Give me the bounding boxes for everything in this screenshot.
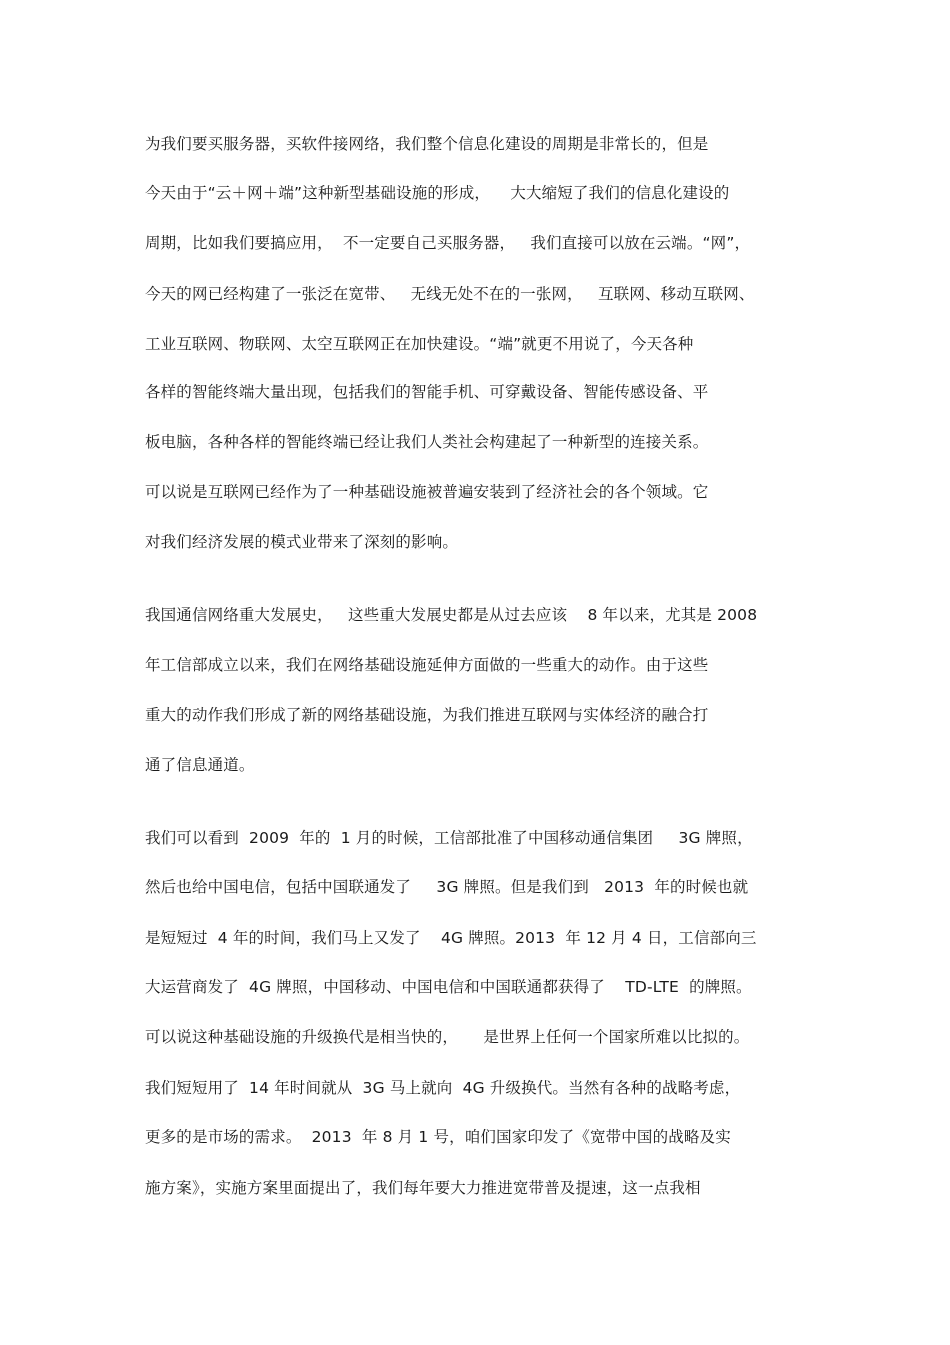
- text-line: 通了信息通道。: [145, 756, 255, 774]
- text-line: 各样的智能终端大量出现，包括我们的智能手机、可穿戴设备、智能传感设备、平: [145, 383, 709, 401]
- text-line: 今天由于“云＋网＋端”这种新型基础设施的形成， 大大缩短了我们的信息化建设的: [145, 184, 730, 202]
- text-line: 大运营商发了 4G 牌照，中国移动、中国电信和中国联通都获得了 TD-LTE 的牌照。: [145, 978, 752, 996]
- text-line: 我们短短用了 14 年时间就从 3G 马上就向 4G 升级换代。当然有各种的战略考虑，: [145, 1079, 741, 1097]
- text-line: 周期，比如我们要搞应用， 不一定要自己买服务器， 我们直接可以放在云端。“网”，: [145, 234, 751, 252]
- text-line: 是短短过 4 年的时间，我们马上又发了 4G 牌照。2013 年 12 月 4 日，工信部向三: [145, 929, 757, 947]
- text-line: 为我们要买服务器，买软件接网络，我们整个信息化建设的周期是非常长的，但是: [145, 135, 709, 153]
- text-line: 板电脑，各种各样的智能终端已经让我们人类社会构建起了一种新型的连接关系。: [145, 433, 709, 451]
- text-line: 可以说是互联网已经作为了一种基础设施被普遍安装到了经济社会的各个领域。它: [145, 483, 709, 501]
- text-line: 施方案》，实施方案里面提出了，我们每年要大力推进宽带普及提速，这一点我相: [145, 1179, 701, 1197]
- text-line: 年工信部成立以来，我们在网络基础设施延伸方面做的一些重大的动作。由于这些: [145, 656, 709, 674]
- text-line: 工业互联网、物联网、太空互联网正在加快建设。“端”就更不用说了，今天各种: [145, 335, 694, 353]
- text-line: 然后也给中国电信，包括中国联通发了 3G 牌照。但是我们到 2013 年的时候也就: [145, 878, 749, 896]
- text-line: 可以说这种基础设施的升级换代是相当快的， 是世界上任何一个国家所难以比拟的。: [145, 1028, 750, 1046]
- text-line: 今天的网已经构建了一张泛在宽带、 无线无处不在的一张网， 互联网、移动互联网、: [145, 285, 755, 303]
- text-line: 对我们经济发展的模式业带来了深刻的影响。: [145, 533, 459, 551]
- text-line: 重大的动作我们形成了新的网络基础设施，为我们推进互联网与实体经济的融合打: [145, 706, 709, 724]
- text-line: 我们可以看到 2009 年的 1 月的时候，工信部批准了中国移动通信集团 3G 牌照，: [145, 829, 753, 847]
- text-line: 更多的是市场的需求。 2013 年 8 月 1 号，咱们国家印发了《宽带中国的战略及实: [145, 1128, 731, 1146]
- text-line: 我国通信网络重大发展史， 这些重大发展史都是从过去应该 8 年以来，尤其是 2008: [145, 606, 758, 624]
